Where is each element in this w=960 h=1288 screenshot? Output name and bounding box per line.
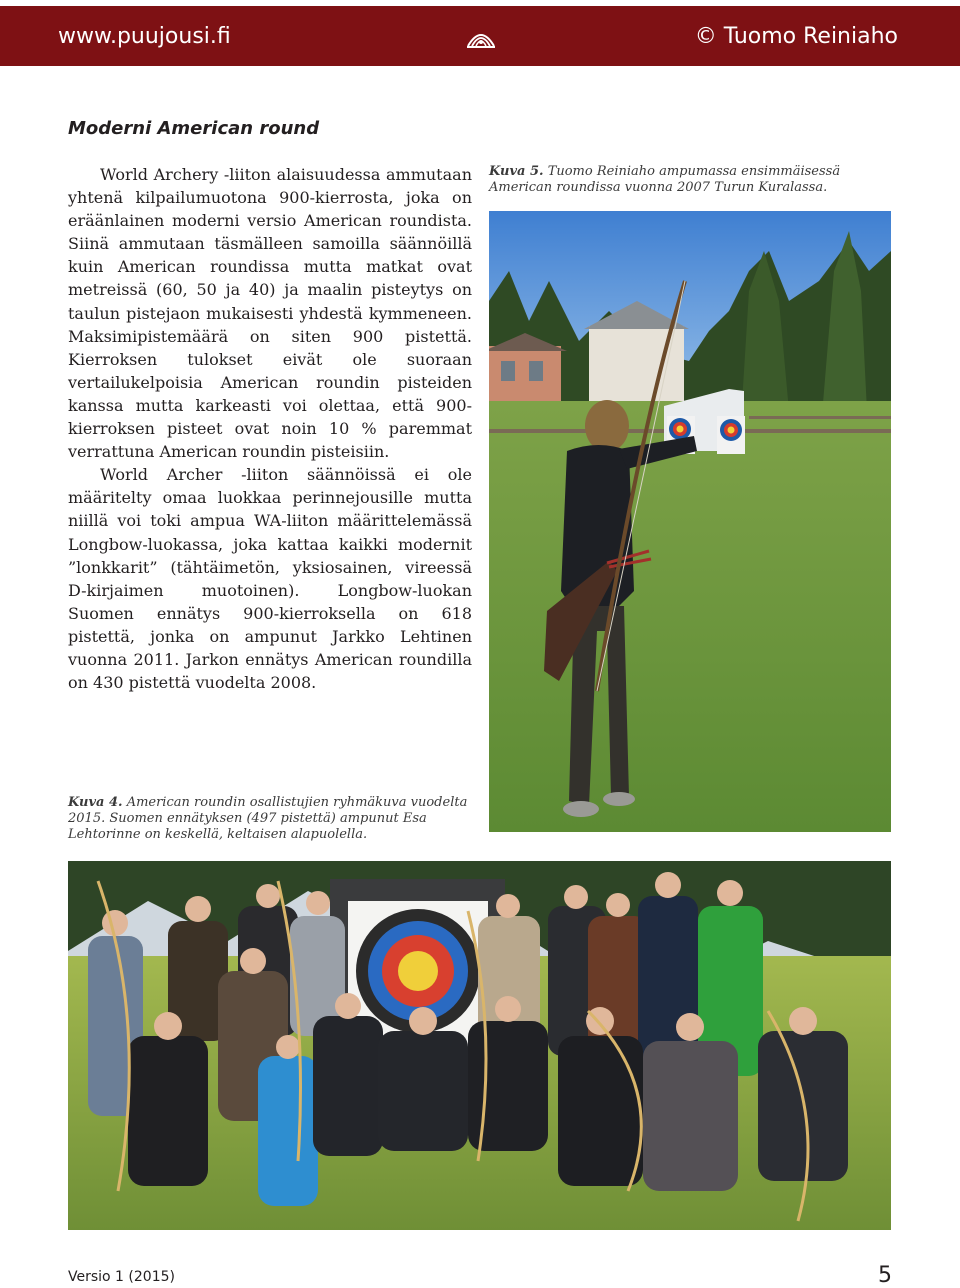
bow-ornament-icon <box>465 22 497 50</box>
paragraph-2: World Archer -liiton säännöissä ei ole määritelty omaa luokkaa perinnejousille mutta niillä voi toki ampua WA-liiton määrittelemässä Longbow-luokassa, joka kattaa kaikki modernit ”lonkkarit” (tähtäimetön, yksiosainen, vireessä D-kirjaimen muotoinen). Longbow-luokan Suomen ennätys 900-kierroksella on 618 pistettä, jonka on ampunut Jarkko Lehtinen vuonna 2011. Jarkon ennätys American roundilla on 430 pistettä vuodelta 2008. <box>68 465 472 693</box>
figure-5-label: Kuva 5. <box>489 164 544 179</box>
page-header <box>0 6 960 66</box>
figure-4-label: Kuva 4. <box>68 795 123 810</box>
figure-4-caption <box>68 795 472 843</box>
article-body <box>68 163 472 694</box>
figure-4-text: American roundin osallistujien ryhmäkuva vuodelta 2015. Suomen ennätyksen (497 pistettä) ampunut Esa Lehtorinne on keskellä, keltaisen alapuolella. <box>68 795 468 842</box>
site-url[interactable]: www.puujousi.fi <box>58 24 231 49</box>
author-copyright: © Tuomo Reiniaho <box>694 24 898 49</box>
paragraph-1: World Archery -liiton alaisuudessa ammutaan yhtenä kilpailumuotona 900-kierrosta, joka on eräänlainen moderni versio American roundista. Siinä ammutaan täsmälleen samoilla säännöillä kuin American roundissa mutta matkat ovat metreissä (60, 50 ja 40) ja maalin pisteytys on taulun pistejaon mukaisesti yhdestä kymmeneen. Maksimipistemäärä on siten 900 pistettä. Kierroksen tulokset eivät ole suoraan vertailukelpoisia American roundin pisteiden kanssa mutta karkeasti voi olettaa, että 900-kierroksen pisteet ovat noin 10 % paremmat verrattuna American roundin pisteisiin. <box>68 165 472 462</box>
footer-version: Versio 1 (2015) <box>68 1269 175 1285</box>
archer-photo <box>489 211 891 832</box>
figure-5-caption <box>489 164 893 196</box>
page-number: 5 <box>878 1263 892 1288</box>
figure-5-text: Tuomo Reiniaho ampumassa ensimmäisessä American roundissa vuonna 2007 Turun Kuralassa. <box>489 164 841 195</box>
group-photo <box>68 861 891 1230</box>
section-title: Moderni American round <box>68 118 320 139</box>
